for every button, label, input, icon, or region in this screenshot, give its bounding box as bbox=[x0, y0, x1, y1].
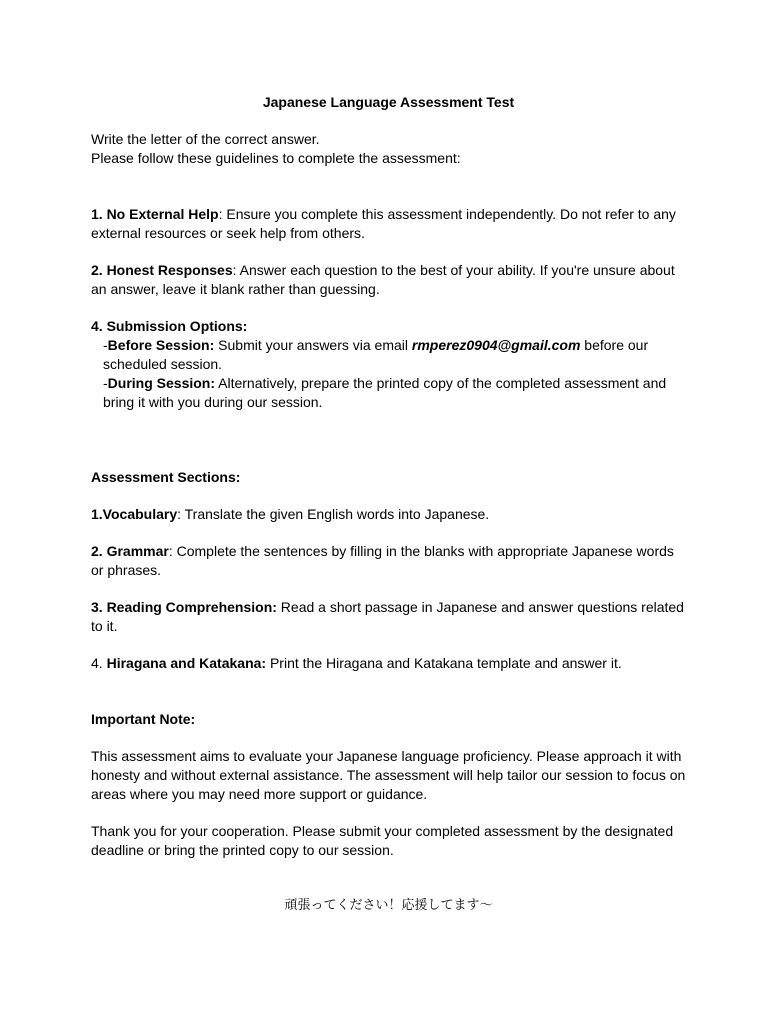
closing-encouragement: 頑張ってください！応援してます〜 bbox=[284, 898, 493, 913]
submission-before-session bbox=[91, 336, 686, 374]
section-hiragana-katakana bbox=[91, 654, 686, 673]
section-text: Read a short passage in Japanese and answer questions related to it. bbox=[91, 599, 684, 634]
spacer bbox=[91, 636, 686, 654]
spacer bbox=[91, 524, 686, 542]
important-note-paragraph: This assessment aims to evaluate your Japanese language proficiency. Please approach it with honesty and without external assistance. The assessment will help tailor our session to focus on areas where you may need more support or guidance. bbox=[91, 748, 686, 802]
section-text: Print the Hiragana and Katakana template and answer it. bbox=[266, 655, 622, 671]
spacer bbox=[91, 580, 686, 598]
important-note-heading-text: Important Note: bbox=[91, 711, 196, 727]
section-label: 2. Grammar bbox=[91, 543, 169, 559]
spacer bbox=[91, 804, 686, 822]
guideline-label: 1. No External Help bbox=[91, 206, 219, 222]
section-text: : Complete the sentences by filling in the blanks with appropriate Japanese words or phrases. bbox=[91, 543, 674, 578]
document-title: Japanese Language Assessment Test bbox=[262, 94, 515, 110]
submission-option-label: Before Session: bbox=[107, 337, 215, 353]
bullet-dash: - bbox=[103, 337, 108, 353]
guideline-submission-options bbox=[91, 317, 686, 336]
section-text: : Translate the given English words into Japanese. bbox=[177, 506, 490, 522]
spacer bbox=[91, 673, 686, 710]
section-number: 4. bbox=[91, 655, 107, 671]
spacer bbox=[91, 412, 686, 468]
section-label: Hiragana and Katakana: bbox=[106, 655, 267, 671]
guideline-text: : Ensure you complete this assessment independently. Do not refer to any external resources or seek help from others. bbox=[91, 206, 676, 241]
guideline-text: : Answer each question to the best of your ability. If you're unsure about an answer, leave it blank rather than guessing. bbox=[91, 262, 675, 297]
section-label: 3. Reading Comprehension: bbox=[91, 599, 277, 615]
submission-during-session bbox=[91, 374, 686, 412]
submission-option-text: before our scheduled session. bbox=[103, 337, 649, 372]
thank-you-paragraph: Thank you for your cooperation. Please submit your completed assessment by the designated deadline or bring the printed copy to our session. bbox=[91, 823, 674, 858]
spacer bbox=[91, 729, 686, 747]
contact-email: rmperez0904@gmail.com bbox=[411, 337, 581, 353]
important-note-heading bbox=[91, 710, 686, 729]
spacer bbox=[91, 243, 686, 261]
submission-option-text: Submit your answers via email bbox=[214, 337, 412, 353]
intro-line-guidelines: Please follow these guidelines to complete the assessment: bbox=[91, 150, 461, 166]
guideline-no-external-help bbox=[91, 205, 686, 243]
sections-heading-text: Assessment Sections: bbox=[91, 469, 241, 485]
spacer bbox=[91, 168, 686, 205]
spacer bbox=[91, 487, 686, 505]
intro-line-instruction: Write the letter of the correct answer. bbox=[91, 131, 320, 147]
submission-option-text: Alternatively, prepare the printed copy of the completed assessment and bring it with you during our session. bbox=[103, 375, 667, 410]
section-label: 1.Vocabulary bbox=[91, 506, 178, 522]
guideline-label: 4. Submission Options: bbox=[91, 318, 248, 334]
spacer bbox=[91, 299, 686, 317]
guideline-label: 2. Honest Responses bbox=[91, 262, 233, 278]
bullet-dash: - bbox=[103, 375, 108, 391]
section-grammar bbox=[91, 542, 686, 580]
section-vocabulary bbox=[91, 505, 686, 524]
document-content bbox=[91, 93, 686, 915]
guideline-honest-responses bbox=[91, 261, 686, 299]
sections-heading bbox=[91, 468, 686, 487]
section-reading-comprehension bbox=[91, 598, 686, 636]
submission-option-label: During Session: bbox=[107, 375, 216, 391]
